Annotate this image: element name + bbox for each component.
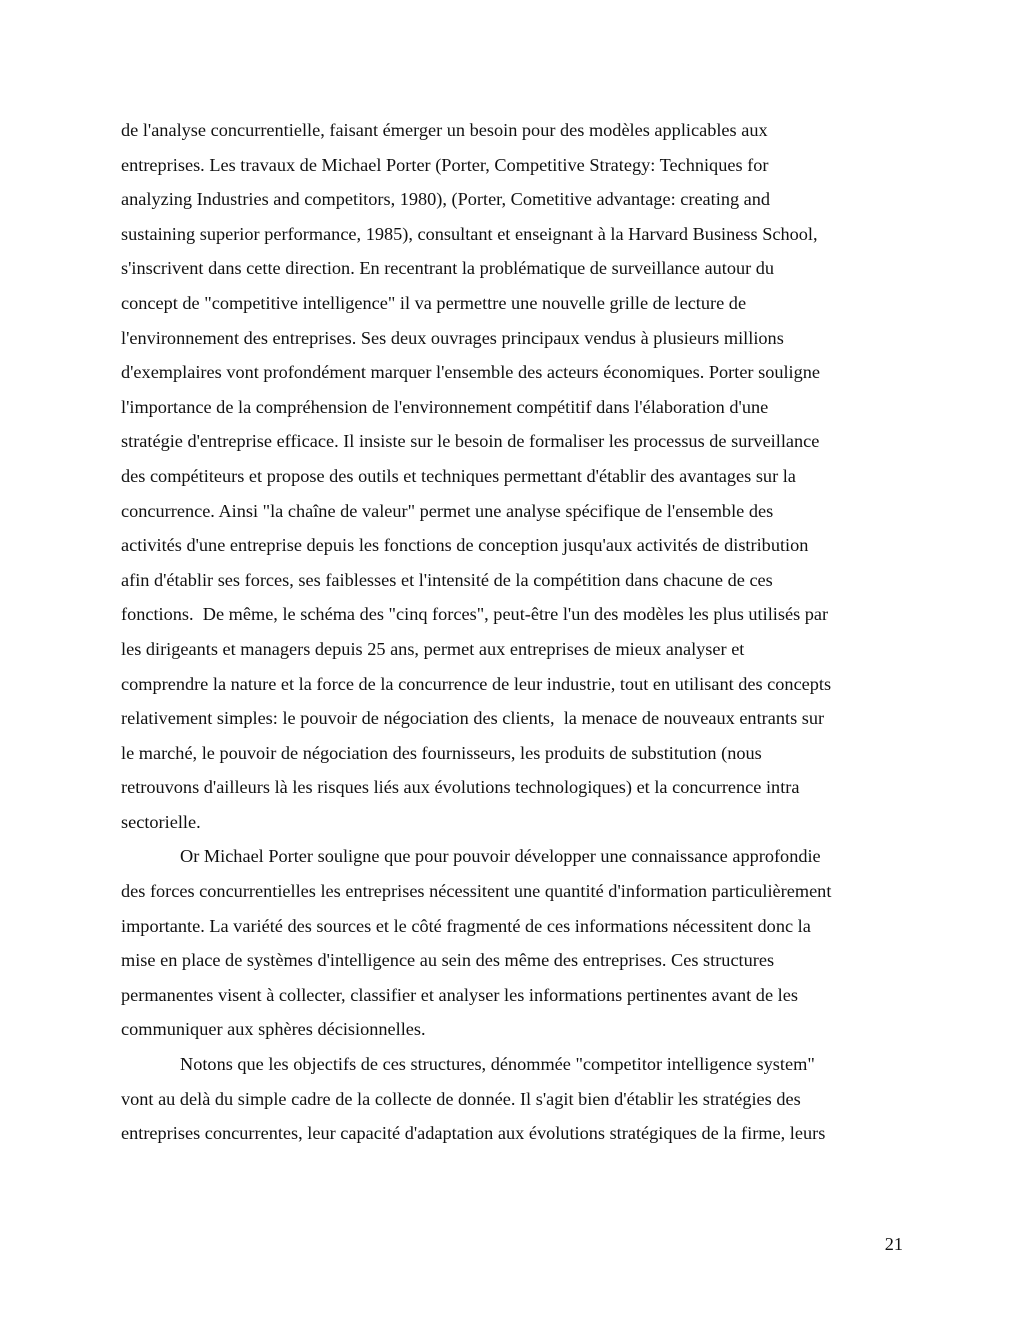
text-line: concept de "competitive intelligence" il va permettre une nouvelle grille de lecture de: [121, 292, 747, 313]
text-line: relativement simples: le pouvoir de négociation des clients, la menace de nouveaux entrants sur: [121, 708, 825, 729]
text-line: importante. La variété des sources et le côté fragmenté de ces informations nécessitent donc la: [121, 915, 811, 936]
text-line: des compétiteurs et propose des outils et techniques permettant d'établir des avantages sur la: [121, 465, 796, 486]
paragraph: [121, 839, 906, 1047]
text-line: s'inscrivent dans cette direction. En recentrant la problématique de surveillance autour du: [121, 258, 775, 279]
page-number: 21: [884, 1234, 903, 1254]
text-line: mise en place de systèmes d'intelligence au sein des même des entreprises. Ces structures: [121, 950, 775, 971]
text-line: sectorielle.: [121, 811, 201, 832]
body-text: [121, 113, 906, 1151]
text-line: sustaining superior performance, 1985), consultant et enseignant à la Harvard Business School,: [121, 223, 818, 244]
text-line: l'importance de la compréhension de l'environnement compétitif dans l'élaboration d'une: [121, 396, 769, 417]
text-line: Notons que les objectifs de ces structures, dénommée "competitor intelligence system": [180, 1054, 815, 1075]
text-line: concurrence. Ainsi "la chaîne de valeur" permet une analyse spécifique de l'ensemble des: [121, 500, 774, 521]
text-line: Or Michael Porter souligne que pour pouvoir développer une connaissance approfondie: [180, 846, 821, 867]
text-line: fonctions. De même, le schéma des "cinq forces", peut-être l'un des modèles les plus utilisés par: [121, 604, 829, 625]
text-line: stratégie d'entreprise efficace. Il insiste sur le besoin de formaliser les processus de surveillance: [121, 431, 820, 452]
text-line: retrouvons d'ailleurs là les risques liés aux évolutions technologiques) et la concurrence intra: [121, 777, 800, 798]
text-line: entreprises. Les travaux de Michael Porter (Porter, Competitive Strategy: Techniques for: [121, 154, 769, 175]
text-line: entreprises concurrentes, leur capacité d'adaptation aux évolutions stratégiques de la firme, leurs: [121, 1123, 826, 1144]
text-line: vont au delà du simple cadre de la collecte de donnée. Il s'agit bien d'établir les stratégies des: [121, 1088, 801, 1109]
text-line: activités d'une entreprise depuis les fonctions de conception jusqu'aux activités de distribution: [121, 535, 809, 556]
text-line: comprendre la nature et la force de la concurrence de leur industrie, tout en utilisant des concepts: [121, 673, 832, 694]
text-line: des forces concurrentielles les entreprises nécessitent une quantité d'information particulièrement: [121, 881, 832, 902]
text-line: permanentes visent à collecter, classifier et analyser les informations pertinentes avant de les: [121, 984, 798, 1005]
text-line: communiquer aux sphères décisionnelles.: [121, 1019, 426, 1040]
text-line: d'exemplaires vont profondément marquer l'ensemble des acteurs économiques. Porter souligne: [121, 362, 821, 383]
text-line: le marché, le pouvoir de négociation des fournisseurs, les produits de substitution (nous: [121, 742, 762, 763]
text-line: analyzing Industries and competitors, 1980), (Porter, Cometitive advantage: creating and: [121, 189, 771, 210]
text-line: afin d'établir ses forces, ses faiblesses et l'intensité de la compétition dans chacune de ces: [121, 569, 773, 590]
text-line: les dirigeants et managers depuis 25 ans, permet aux entreprises de mieux analyser et: [121, 638, 745, 659]
text-line: de l'analyse concurrentielle, faisant émerger un besoin pour des modèles applicables aux: [121, 120, 768, 140]
text-line: l'environnement des entreprises. Ses deux ouvrages principaux vendus à plusieurs millions: [121, 327, 784, 348]
paragraph: [121, 113, 906, 839]
paragraph: [121, 1047, 906, 1151]
